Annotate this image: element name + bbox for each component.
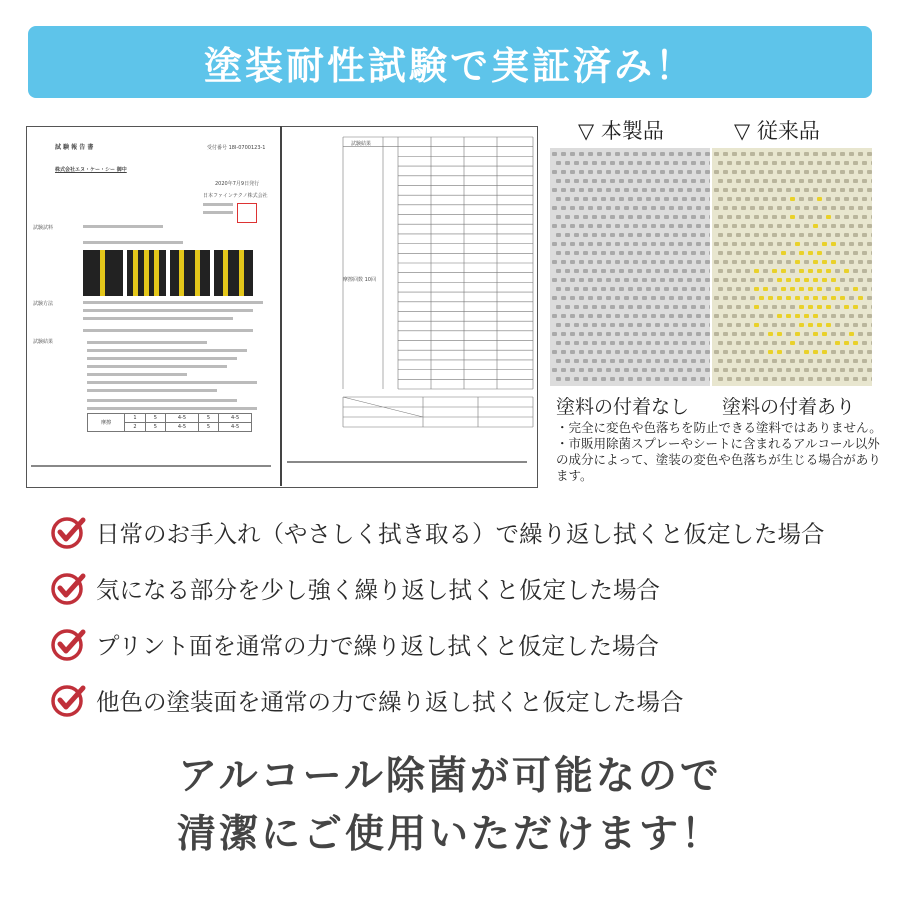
check-item xyxy=(50,678,684,722)
check-circle-icon xyxy=(50,626,86,662)
conventional-fabric-photo xyxy=(712,148,872,386)
closing-line-1: アルコール除菌が可能なので xyxy=(178,754,722,799)
comparison-labels xyxy=(552,115,892,147)
note-1: ・完全に変色や色落ちを防止できる塗料ではありません。 xyxy=(556,420,882,435)
right-table-header: 試験結果 xyxy=(351,141,372,147)
document-divider xyxy=(280,126,282,486)
check-item xyxy=(50,510,825,554)
conventional-label: ▽ 従来品 xyxy=(734,119,820,143)
header-banner xyxy=(28,26,872,98)
product-fabric-texture xyxy=(550,148,710,386)
check-circle-icon xyxy=(50,570,86,606)
conventional-caption: 塗料の付着あり xyxy=(722,396,856,418)
check-circle-icon xyxy=(50,682,86,718)
check-item xyxy=(50,622,659,666)
report-ref: 受付番号 18I-0700123-1 xyxy=(207,145,266,151)
report-page-right xyxy=(283,127,537,487)
closing-line-2: 清潔にご使用いただけます！ xyxy=(176,812,723,857)
right-table-row-label: 摩擦回数 10回 xyxy=(343,277,376,283)
check-item-text: 気になる部分を少し強く繰り返し拭くと仮定した場合 xyxy=(96,576,660,604)
comparison-notes xyxy=(556,420,886,484)
left-result-table: 摩擦 1 5 4-5 5 4-5 2 5 4-5 5 4-5 xyxy=(87,413,252,432)
report-title: 試 験 報 告 書 xyxy=(55,144,94,151)
sample-heading: 試験試料 xyxy=(33,225,54,231)
note-2: ・市販用除菌スプレーやシートに含まれるアルコール以外の成分によって、塗装の変色や色落ちが生じる場合があります。 xyxy=(556,436,881,483)
report-date: 2020年7月9日発行 xyxy=(215,181,260,187)
product-fabric-photo xyxy=(550,148,710,386)
seal-stamp xyxy=(237,203,257,223)
check-item xyxy=(50,566,660,610)
check-circle-icon xyxy=(50,514,86,550)
right-result-grid xyxy=(283,127,537,447)
check-item-text: 他色の塗装面を通常の力で繰り返し拭くと仮定した場合 xyxy=(96,688,684,716)
check-item-text: プリント面を通常の力で繰り返し拭くと仮定した場合 xyxy=(96,632,660,660)
result-heading: 試験結果 xyxy=(33,339,54,345)
method-heading: 試験方法 xyxy=(33,301,54,307)
report-page-left xyxy=(27,127,281,487)
sample-strips xyxy=(83,250,253,296)
closing-message xyxy=(0,748,900,864)
check-item-text: 日常のお手入れ（やさしく拭き取る）で繰り返し拭くと仮定した場合 xyxy=(96,520,825,548)
product-caption: 塗料の付着なし xyxy=(556,396,690,418)
report-issuer: 日本ファインテクノ株式会社 xyxy=(203,193,268,199)
conventional-fabric-texture xyxy=(712,148,872,386)
report-client: 株式会社エヌ・ケー・シー 御中 xyxy=(55,167,127,173)
product-label: ▽ 本製品 xyxy=(578,119,664,143)
test-report-documents xyxy=(26,126,538,488)
banner-title: 塗装耐性試験で実証済み！ xyxy=(203,43,696,88)
